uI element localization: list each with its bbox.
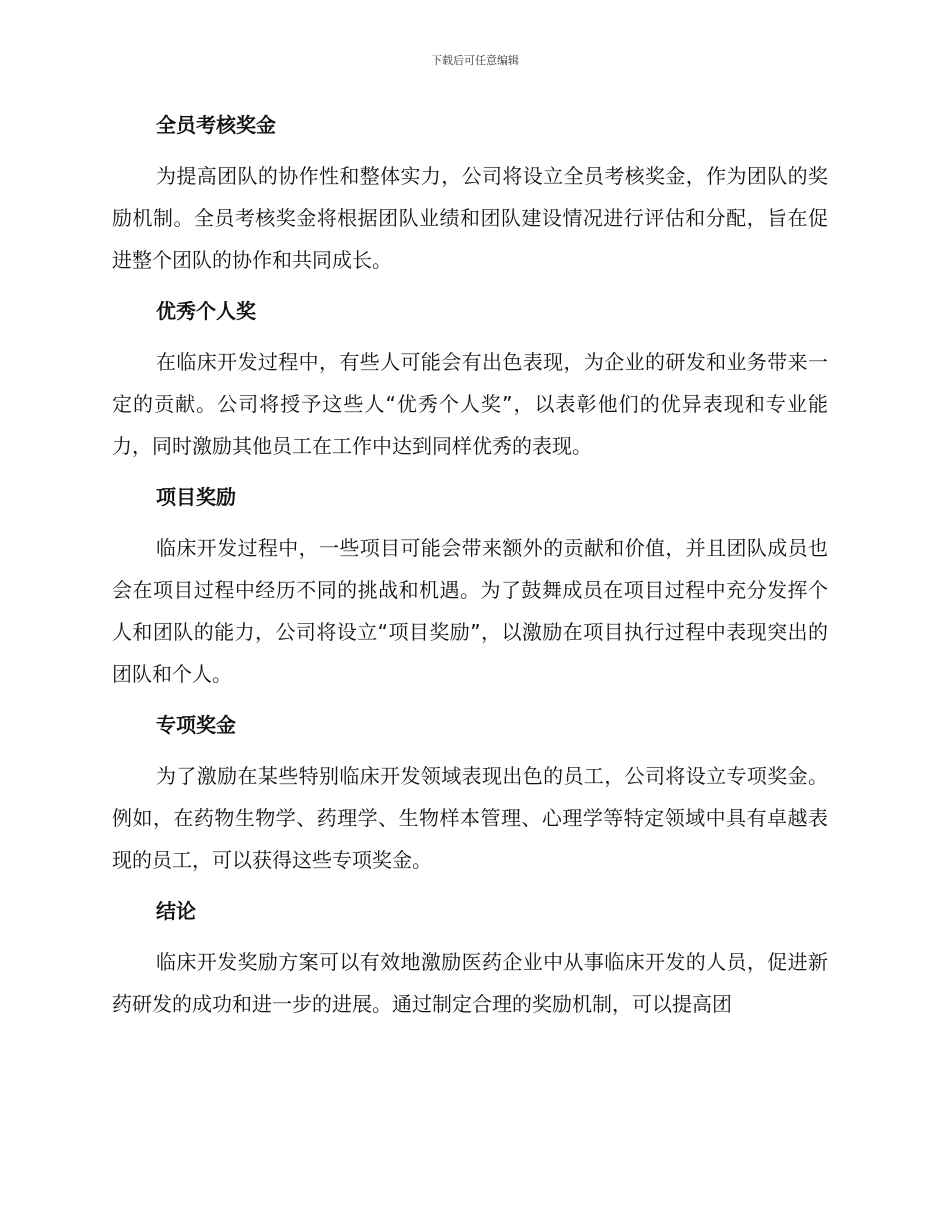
page-header: 下载后可任意编辑 (431, 54, 519, 67)
section-heading-team-assessment-bonus: 全员考核奖金 (156, 113, 276, 137)
section-paragraph-project-reward: 临床开发过程中，一些项目可能会带来额外的贡献和价值，并且团队成员也会在项目过程中经历不同的挑战和机遇。为了鼓舞成员在项目过程中充分发挥个人和团队的能力，公司将设立“项目奖励”，以激励在项目执行过程中表现突出的团队和个人。 (112, 536, 828, 686)
document-body (112, 103, 828, 1025)
section-paragraph-special-bonus: 为了激励在某些特别临床开发领域表现出色的员工，公司将设立专项奖金。例如，在药物生物学、药理学、生物样本管理、心理学等特定领域中具有卓越表现的员工，可以获得这些专项奖金。 (112, 764, 828, 872)
section-paragraph-conclusion: 临床开发奖励方案可以有效地激励医药企业中从事临床开发的人员，促进新药研发的成功和进一步的进展。通过制定合理的奖励机制，可以提高团 (112, 950, 828, 1016)
section-heading-special-bonus: 专项奖金 (156, 713, 236, 737)
section-paragraph-excellent-individual-award: 在临床开发过程中，有些人可能会有出色表现，为企业的研发和业务带来一定的贡献。公司将授予这些人“优秀个人奖”，以表彰他们的优异表现和专业能力，同时激励其他员工在工作中达到同样优秀的表现。 (112, 350, 828, 458)
section-heading-conclusion: 结论 (156, 899, 196, 923)
section-paragraph-team-assessment-bonus: 为提高团队的协作性和整体实力，公司将设立全员考核奖金，作为团队的奖励机制。全员考核奖金将根据团队业绩和团队建设情况进行评估和分配，旨在促进整个团队的协作和共同成长。 (112, 164, 828, 272)
section-heading-project-reward: 项目奖励 (156, 485, 236, 509)
section-heading-excellent-individual-award: 优秀个人奖 (156, 299, 256, 323)
